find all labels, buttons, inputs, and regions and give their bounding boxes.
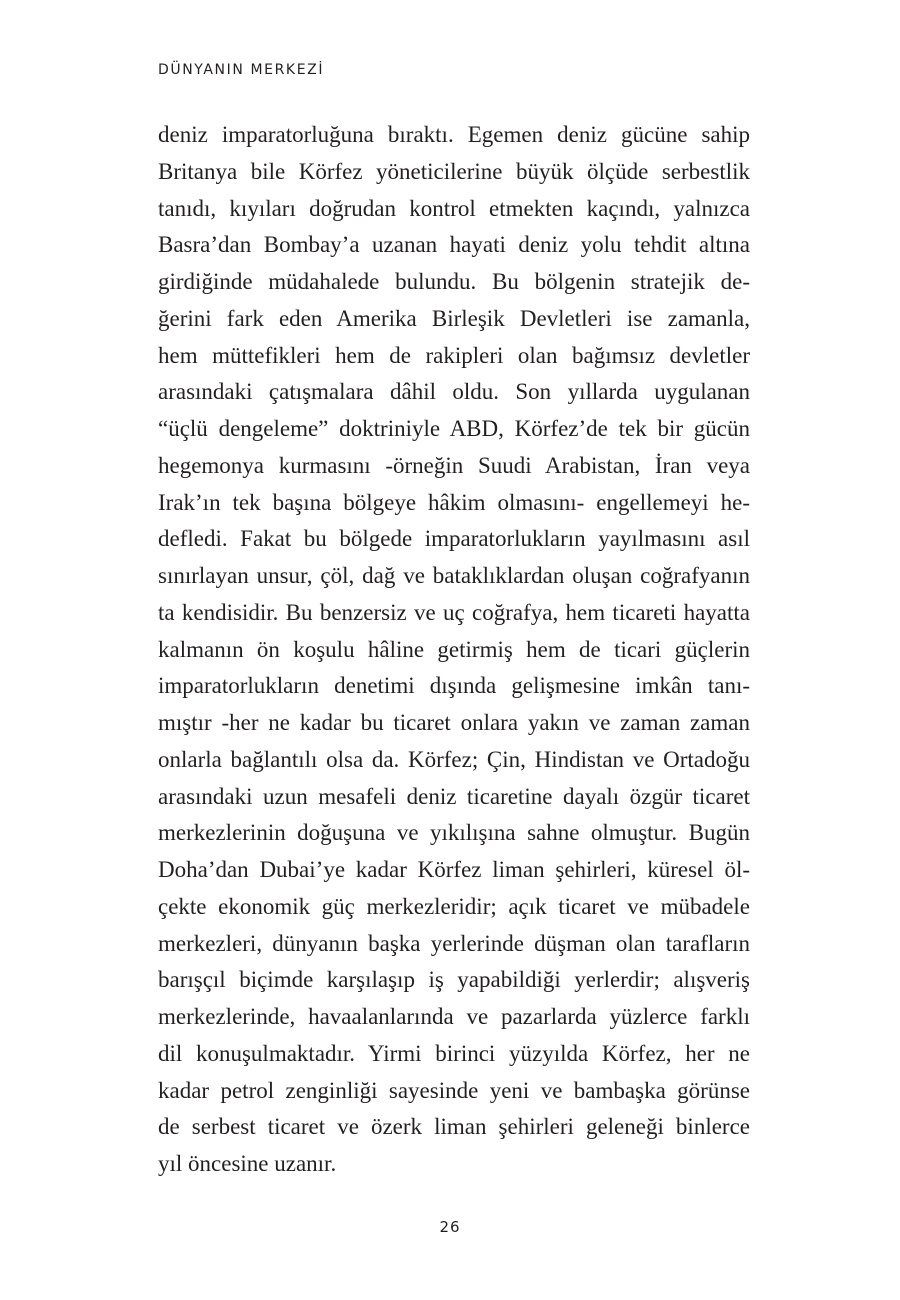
text-line: deniz imparatorluğuna bıraktı. Egemen deniz gücüne sahip [158,122,750,147]
text-line: tanıdı, kıyıları doğrudan kontrol etmekten kaçındı, yalnızca [158,195,750,221]
text-line: onlarla bağlantılı olsa da. Körfez; Çin, Hindistan ve Ortadoğu [158,746,750,772]
text-line: ğerini fark eden Amerika Birleşik Devletleri ise zamanla, [158,305,750,331]
text-line: ta kendisidir. Bu benzersiz ve uç coğrafya, hem ticareti hayatta [158,599,750,625]
text-line: hegemonya kurmasını -örneğin Suudi Arabistan, İran veya [158,452,750,478]
text-line: girdiğinde müdahalede bulundu. Bu bölgenin stratejik de- [158,269,750,294]
text-line: merkezleri, dünyanın başka yerlerinde düşman olan tarafların [158,930,750,956]
text-line: “üçlü dengeleme” doktriniyle ABD, Körfez’de tek bir gücün [158,416,750,441]
text-line: barışçıl biçimde karşılaşıp iş yapabildiği yerlerdir; alışveriş [158,967,750,993]
body-paragraph [158,117,750,1183]
text-line: arasındaki çatışmalara dâhil oldu. Son yıllarda uygulanan [158,379,750,405]
text-line: çekte ekonomik güç merkezleridir; açık ticaret ve mübadele [158,893,750,919]
text-line: Basra’dan Bombay’a uzanan hayati deniz yolu tehdit altına [158,232,750,258]
text-line: defledi. Fakat bu bölgede imparatorlukların yayılmasını asıl [158,526,750,552]
text-line: sınırlayan unsur, çöl, dağ ve bataklıklardan oluşan coğrafyanın [158,563,750,588]
text-line: imparatorlukların denetimi dışında gelişmesine imkân tanı- [158,673,750,699]
text-line: dil konuşulmaktadır. Yirmi birinci yüzyılda Körfez, her ne [158,1040,750,1066]
text-line: de serbest ticaret ve özerk liman şehirleri geleneği binlerce [158,1114,750,1140]
text-line: Irak’ın tek başına bölgeye hâkim olmasını- engellemeyi he- [158,489,750,515]
page-number: 26 [439,1218,461,1236]
text-line: yıl öncesine uzanır. [158,1151,337,1176]
text-line: Doha’dan Dubai’ye kadar Körfez liman şehirleri, küresel öl- [158,857,750,882]
text-line: merkezlerinde, havaalanlarında ve pazarlarda yüzlerce farklı [158,1004,750,1029]
text-line: merkezlerinin doğuşuna ve yıkılışına sahne olmuştur. Bugün [158,820,750,846]
running-header: DÜNYANIN MERKEZİ [158,62,325,78]
text-line: kalmanın ön koşulu hâline getirmiş hem de ticari güçlerin [158,636,750,662]
text-line: kadar petrol zenginliği sayesinde yeni ve bambaşka görünse [158,1077,750,1103]
text-line: arasındaki uzun mesafeli deniz ticaretine dayalı özgür ticaret [158,783,750,809]
text-line: hem müttefikleri hem de rakipleri olan bağımsız devletler [158,342,750,368]
text-line: Britanya bile Körfez yöneticilerine büyük ölçüde serbestlik [158,158,750,184]
text-line: mıştır -her ne kadar bu ticaret onlara yakın ve zaman zaman [158,710,750,735]
